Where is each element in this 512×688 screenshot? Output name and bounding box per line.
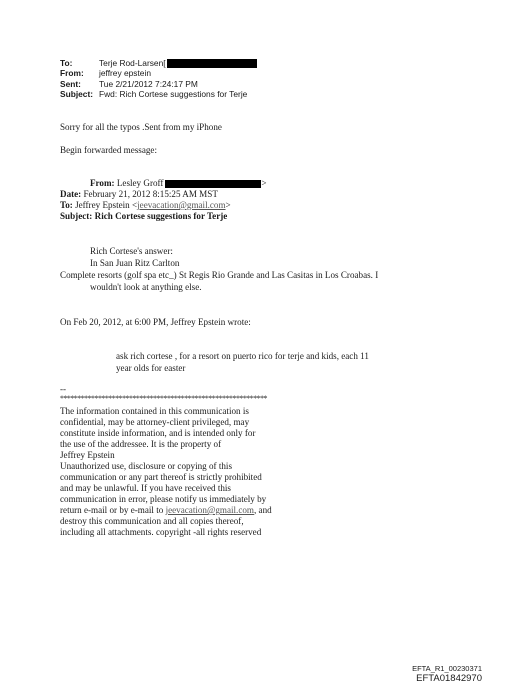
disclaimer-line: communication in error, please notify us immediately by [60, 494, 267, 504]
disclaimer-body [60, 406, 272, 538]
forwarded-to-row [60, 200, 267, 211]
disclaimer-line [60, 505, 272, 516]
quote-intro: On Feb 20, 2012, at 6:00 PM, Jeffrey Epstein wrote: [60, 317, 251, 327]
forwarded-subject-row [60, 211, 267, 222]
begin-forwarded: Begin forwarded message: [60, 145, 157, 155]
answer-line-2: In San Juan Ritz Carlton [90, 258, 180, 268]
email-header [60, 58, 257, 100]
forwarded-date-row [60, 189, 267, 200]
answer-line-4: wouldn't look at anything else. [90, 282, 202, 292]
disclaimer-line: the use of the addressee. It is the property of [60, 439, 222, 449]
disclaimer-line: communication or any part thereof is strictly prohibited [60, 472, 262, 482]
disclaimer-stars: ************************************************************ [60, 394, 268, 403]
disclaimer-line: including all attachments. copyright -all rights reserved [60, 527, 262, 537]
header-from-label: From: [60, 68, 84, 79]
answer-line-1: Rich Cortese's answer: [90, 246, 173, 256]
footer-id-1: EFTA_R1_00230371 [412, 664, 482, 673]
forwarded-to-value: Jeffrey Epstein < [75, 200, 138, 210]
forwarded-to-email-link[interactable]: jeevacation@gmail.com [137, 200, 226, 210]
disclaimer-line: constitute inside information, and is intended only for [60, 428, 256, 438]
forwarded-to-tail: > [225, 200, 231, 210]
forwarded-from-row [60, 178, 267, 189]
answer-line-3: Complete resorts (golf spa etc_) St Regis Rio Grande and Las Casitas in Los Croabas. I [60, 270, 379, 280]
header-to-label: To: [60, 58, 73, 68]
header-from-value: jeffrey epstein [99, 68, 151, 79]
quote-line-2: year olds for easter [116, 363, 186, 373]
disclaimer-line: Jeffrey Epstein [60, 450, 115, 460]
header-from-row [60, 68, 257, 78]
typos-note: Sorry for all the typos .Sent from my iPhone [60, 122, 222, 132]
header-to-row [60, 58, 257, 68]
redaction-bar [165, 180, 261, 188]
disclaimer-line: The information contained in this communication is [60, 406, 249, 416]
header-sent-label: Sent: [60, 78, 81, 89]
footer-id-2: EFTA01842970 [416, 673, 482, 684]
forwarded-date-value: February 21, 2012 8:15:25 AM MST [83, 189, 218, 199]
disclaimer-line: Unauthorized use, disclosure or copying of this [60, 461, 232, 471]
header-to-value: Terje Rod-Larsen[ [99, 58, 166, 68]
disclaimer-line: and may be unlawful. If you have received this [60, 483, 231, 493]
disclaimer-line-text: return e-mail or by e-mail to [60, 505, 166, 515]
forwarded-date-label: Date: [60, 189, 82, 199]
header-subject-label: Subject: [60, 89, 94, 100]
forwarded-from-label: From: [90, 178, 115, 188]
disclaimer-line-text: , and [253, 505, 272, 515]
quote-line-1: ask rich cortese , for a resort on puerto rico for terje and kids, each 11 [116, 351, 369, 361]
forwarded-from-value: Lesley Groff [116, 178, 164, 188]
forwarded-from-tail: > [261, 178, 267, 188]
disclaimer-line: confidential, may be attorney-client privileged, may [60, 417, 250, 427]
forwarded-to-label: To: [60, 200, 73, 210]
forwarded-header [60, 178, 267, 222]
disclaimer-dashes: -- [60, 384, 67, 394]
forwarded-subject-value: Rich Cortese suggestions for Terje [94, 211, 228, 221]
header-subject-row [60, 89, 257, 99]
header-sent-value: Tue 2/21/2012 7:24:17 PM [99, 78, 198, 89]
disclaimer-email-link[interactable]: jeevacation@gmail.com [165, 505, 254, 515]
forwarded-subject-label: Subject: [60, 211, 93, 221]
redaction-bar [167, 59, 257, 68]
disclaimer-line: destroy this communication and all copies thereof, [60, 516, 244, 526]
header-subject-value: Fwd: Rich Cortese suggestions for Terje [99, 89, 248, 100]
header-sent-row [60, 79, 257, 89]
